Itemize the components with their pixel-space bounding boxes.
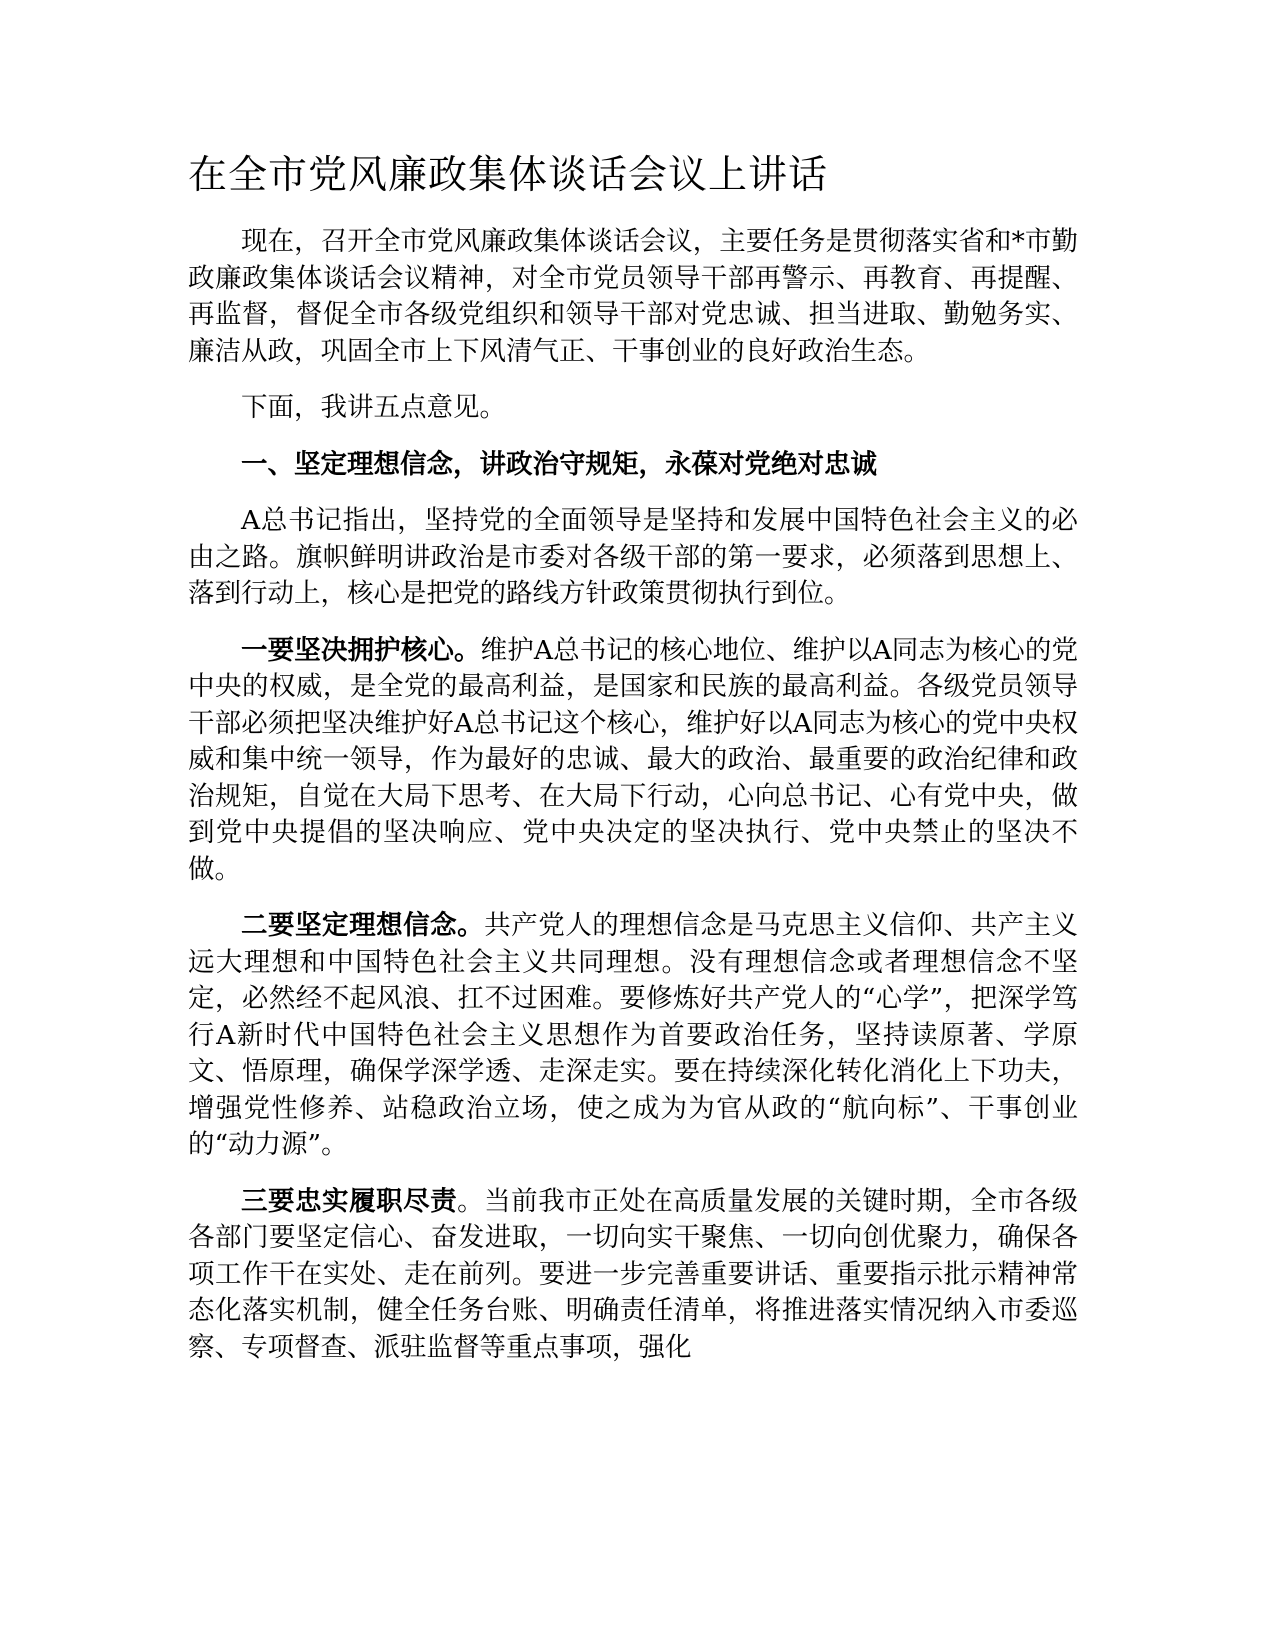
intro-paragraph: 现在，召开全市党风廉政集体谈话会议，主要任务是贯彻落实省和*市勤政廉政集体谈话会议精神，对全市党员领导干部再警示、再教育、再提醒、再监督，督促全市各级党组织和领导干部对党忠诚、担当进取、勤勉务实、廉洁从政，巩固全市上下风清气正、干事创业的良好政治生态。 (188, 226, 1078, 367)
document-body (188, 148, 1078, 1386)
point-1-paragraph (188, 633, 1078, 889)
point-2-lead: 二要坚定理想信念。 (241, 910, 485, 941)
point-1-lead: 一要坚决拥护核心。 (241, 634, 481, 666)
section-1-intro-paragraph: A总书记指出，坚持党的全面领导是坚持和发展中国特色社会主义的必由之路。旗帜鲜明讲政治是市委对各级干部的第一要求，必须落到思想上、落到行动上，核心是把党的路线方针政策贯彻执行到位。 (188, 505, 1078, 609)
point-3-lead: 三要忠实履职尽责 (241, 1185, 458, 1217)
point-3-body: 。当前我市正处在高质量发展的关键时期，全市各级各部门要坚定信心、奋发进取，一切向实干聚焦、一切向创优聚力，确保各项工作干在实处、走在前列。要进一步完善重要讲话、重要指示批示精神常态化落实机制，健全任务台账、明确责任清单，将推进落实情况纳入市委巡察、专项督查、派驻监督等重点事项，强化 (188, 1185, 1079, 1363)
point-2-body: 共产党人的理想信念是马克思主义信仰、共产主义远大理想和中国特色社会主义共同理想。没有理想信念或者理想信念不坚定，必然经不起风浪、扛不过困难。要修炼好共产党人的“心学”，把深学笃行A新时代中国特色社会主义思想作为首要政治任务，坚持读原著、学原文、悟原理，确保学深学透、走深走实。要在持续深化转化消化上下功夫，增强党性修养、站稳政治立场，使之成为为官从政的“航向标”、干事创业的“动力源”。 (188, 910, 1079, 1160)
document-title: 在全市党风廉政集体谈话会议上讲话 (188, 153, 829, 198)
point-1-body: 维护A总书记的核心地位、维护以A同志为核心的党中央的权威，是全党的最高利益，是国家和民族的最高利益。各级党员领导干部必须把坚决维护好A总书记这个核心，维护好以A同志为核心的党中央权威和集中统一领导，作为最好的忠诚、最大的政治、最重要的政治纪律和政治规矩，自觉在大局下思考、在大局下行动，心向总书记、心有党中央，做到党中央提倡的坚决响应、党中央决定的坚决执行、党中央禁止的坚决不做。 (188, 634, 1079, 885)
transition-paragraph: 下面，我讲五点意见。 (241, 392, 506, 423)
point-2-paragraph (188, 908, 1078, 1164)
section-1-heading: 一、坚定理想信念，讲政治守规矩，永葆对党绝对忠诚 (241, 448, 877, 480)
point-3-paragraph (188, 1184, 1078, 1367)
